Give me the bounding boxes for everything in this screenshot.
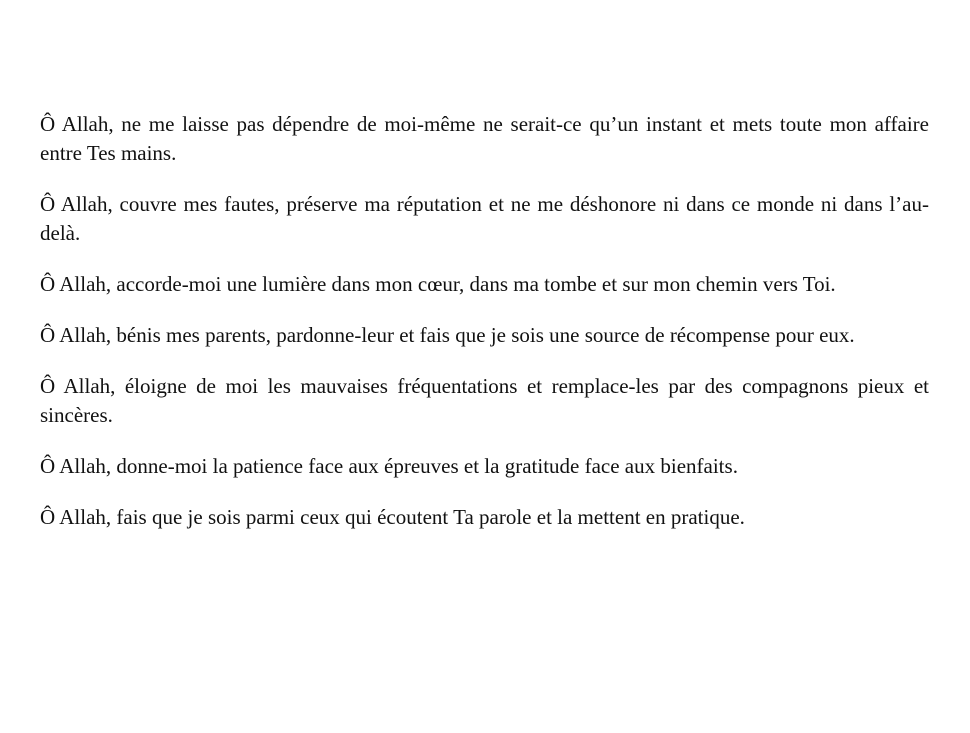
paragraph: Ô Allah, couvre mes fautes, préserve ma réputation et ne me déshonore ni dans ce monde ni dans l’au-delà. xyxy=(40,192,929,245)
paragraph: Ô Allah, ne me laisse pas dépendre de moi-même ne serait-ce qu’un instant et mets toute mon affaire entre Tes mains. xyxy=(40,112,929,165)
paragraph: Ô Allah, éloigne de moi les mauvaises fréquentations et remplace-les par des compagnons pieux et sincères. xyxy=(40,374,929,427)
paragraph: Ô Allah, accorde-moi une lumière dans mon cœur, dans ma tombe et sur mon chemin vers Toi. xyxy=(40,272,836,296)
paragraph: Ô Allah, donne-moi la patience face aux épreuves et la gratitude face aux bienfaits. xyxy=(40,454,738,478)
document-body xyxy=(40,110,929,554)
paragraph: Ô Allah, fais que je sois parmi ceux qui écoutent Ta parole et la mettent en pratique. xyxy=(40,505,745,529)
paragraph: Ô Allah, bénis mes parents, pardonne-leur et fais que je sois une source de récompense pour eux. xyxy=(40,323,855,347)
